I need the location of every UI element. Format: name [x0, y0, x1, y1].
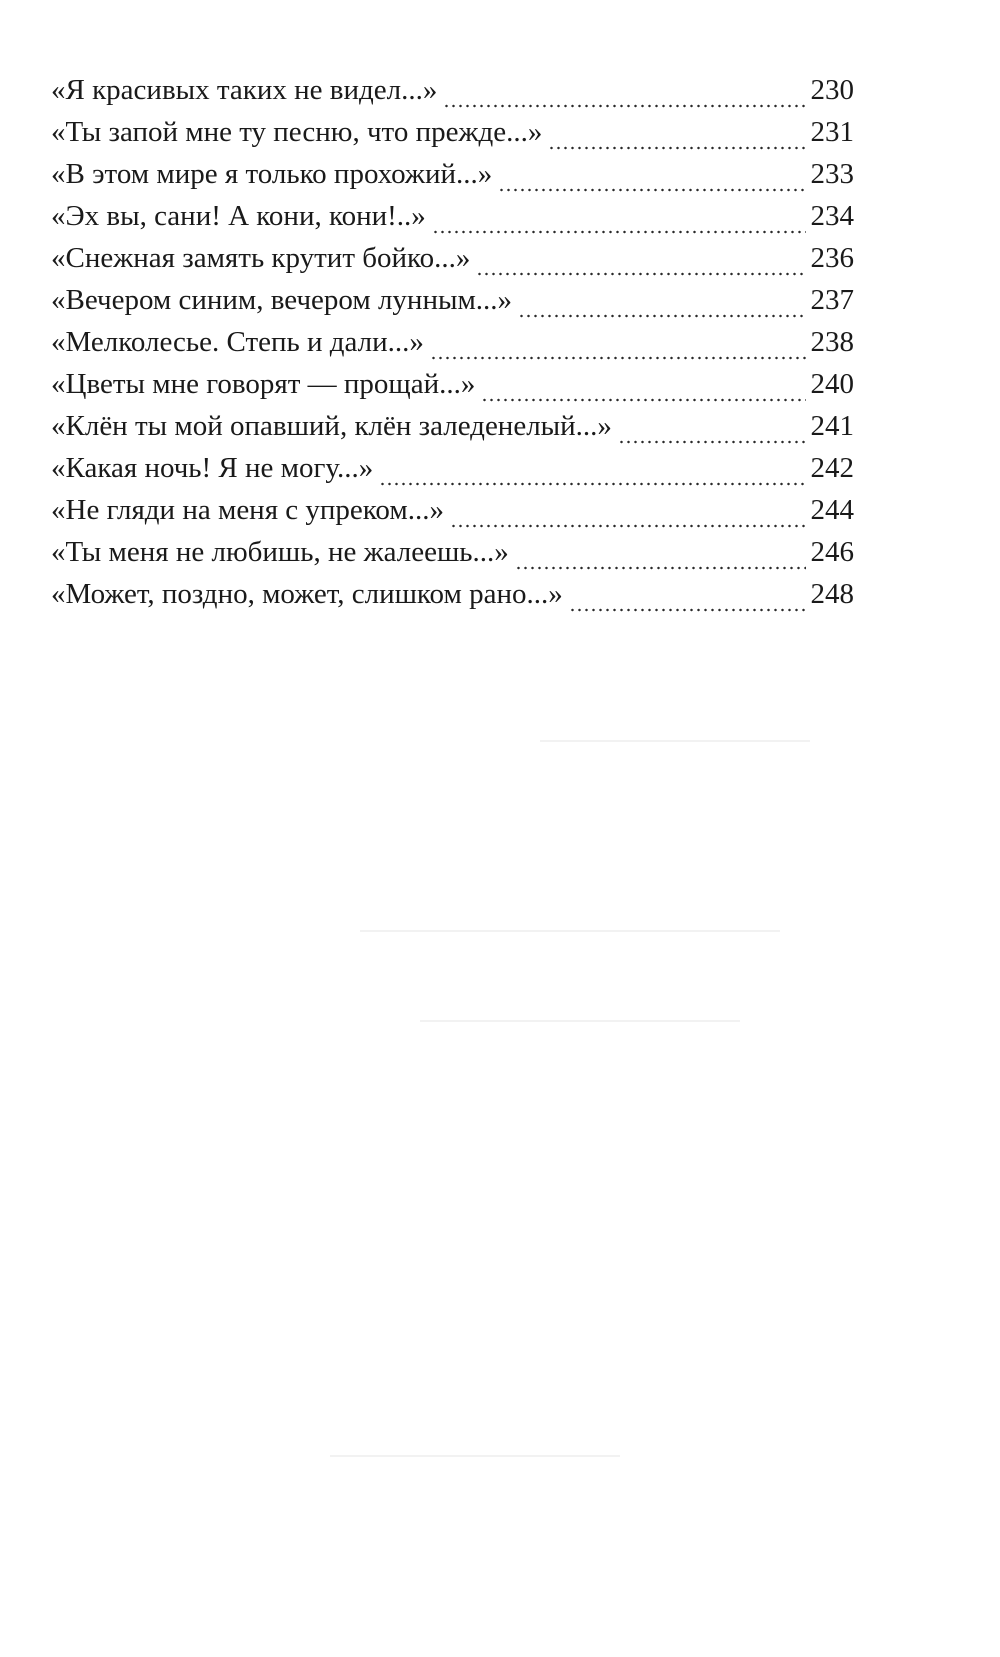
- show-through-mark: [360, 930, 780, 932]
- toc-entry[interactable]: [51, 242, 854, 284]
- show-through-mark: [420, 1020, 740, 1022]
- toc-entry-title: «Ты запой мне ту песню, что прежде...»: [51, 116, 543, 148]
- dot-leader: [515, 566, 806, 570]
- dot-leader: [618, 440, 806, 444]
- table-of-contents: [51, 74, 854, 620]
- dot-leader: [518, 314, 806, 318]
- toc-entry-page: 246: [810, 536, 854, 568]
- toc-entry[interactable]: [51, 410, 854, 452]
- toc-entry-page: 237: [810, 284, 854, 316]
- toc-entry-page: 241: [810, 410, 854, 442]
- toc-entry-page: 248: [810, 578, 854, 610]
- toc-entry-title: «Вечером синим, вечером лунным...»: [51, 284, 513, 316]
- dot-leader: [481, 398, 806, 402]
- toc-entry[interactable]: [51, 158, 854, 200]
- toc-entry[interactable]: [51, 74, 854, 116]
- toc-entry-title: «Может, поздно, может, слишком рано...»: [51, 578, 563, 610]
- toc-entry[interactable]: [51, 284, 854, 326]
- dot-leader: [498, 188, 806, 192]
- toc-entry[interactable]: [51, 452, 854, 494]
- toc-entry[interactable]: [51, 326, 854, 368]
- toc-entry[interactable]: [51, 200, 854, 242]
- toc-entry[interactable]: [51, 494, 854, 536]
- toc-entry-page: 231: [810, 116, 854, 148]
- dot-leader: [476, 272, 806, 276]
- toc-entry-title: «Не гляди на меня с упреком...»: [51, 494, 444, 526]
- dot-leader: [432, 230, 806, 234]
- dot-leader: [443, 104, 806, 108]
- toc-entry[interactable]: [51, 368, 854, 410]
- toc-entry-title: «Клён ты мой опавший, клён заледенелый...»: [51, 410, 612, 442]
- toc-entry-title: «Эх вы, сани! А кони, кони!..»: [51, 200, 426, 232]
- toc-entry-page: 233: [810, 158, 854, 190]
- toc-entry-title: «Какая ночь! Я не могу...»: [51, 452, 374, 484]
- toc-entry-title: «В этом мире я только прохожий...»: [51, 158, 493, 190]
- toc-entry-title: «Снежная замять крутит бойко...»: [51, 242, 471, 274]
- dot-leader: [450, 524, 806, 528]
- toc-entry[interactable]: [51, 116, 854, 158]
- dot-leader: [548, 146, 806, 150]
- show-through-mark: [540, 740, 810, 742]
- dot-leader: [569, 608, 806, 612]
- toc-entry-page: 230: [810, 74, 854, 106]
- toc-entry-page: 234: [810, 200, 854, 232]
- toc-entry[interactable]: [51, 578, 854, 620]
- toc-entry-title: «Мелколесье. Степь и дали...»: [51, 326, 424, 358]
- toc-entry-page: 244: [810, 494, 854, 526]
- toc-entry-page: 238: [810, 326, 854, 358]
- toc-entry-page: 240: [810, 368, 854, 400]
- dot-leader: [379, 482, 806, 486]
- show-through-mark: [330, 1455, 620, 1457]
- toc-entry[interactable]: [51, 536, 854, 578]
- toc-entry-title: «Я красивых таких не видел...»: [51, 74, 438, 106]
- dot-leader: [430, 356, 806, 360]
- toc-entry-page: 236: [810, 242, 854, 274]
- toc-entry-page: 242: [810, 452, 854, 484]
- toc-entry-title: «Цветы мне говорят — прощай...»: [51, 368, 476, 400]
- toc-entry-title: «Ты меня не любишь, не жалеешь...»: [51, 536, 509, 568]
